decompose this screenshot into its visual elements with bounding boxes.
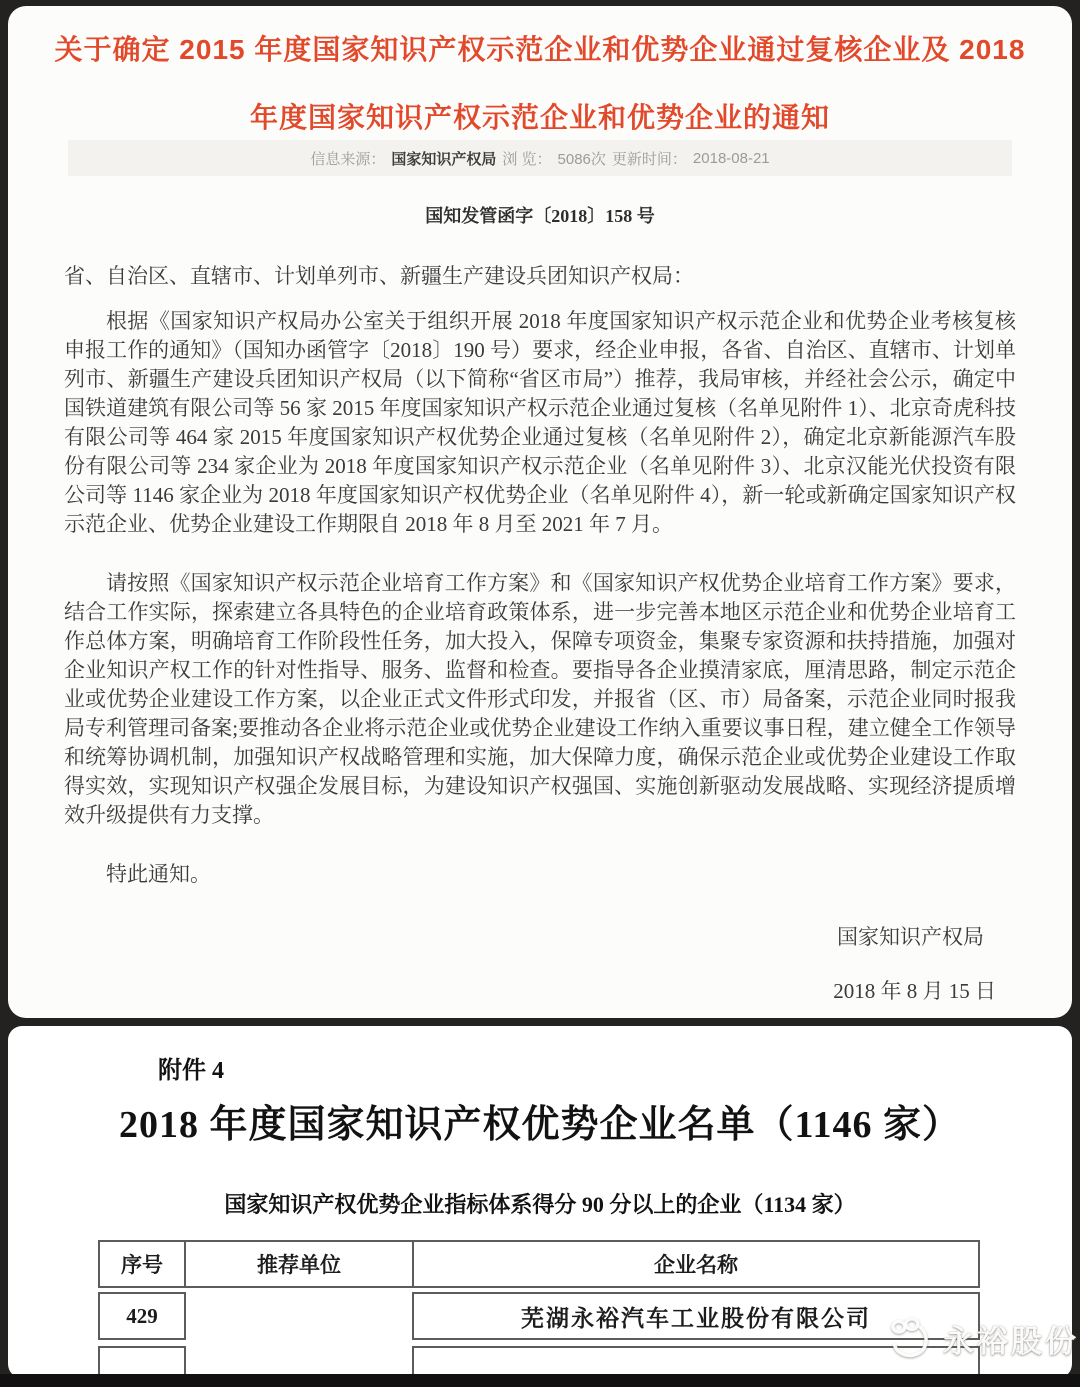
attachment-subtitle: 国家知识产权优势企业指标体系得分 90 分以上的企业（1134 家） bbox=[224, 1192, 856, 1217]
meta-views-value: 5086次 bbox=[557, 150, 606, 168]
document-number: 国知发管函字〔2018〕158 号 bbox=[425, 206, 655, 226]
signature-date: 2018 年 8 月 15 日 bbox=[833, 979, 996, 1003]
table-header-recommender: 推荐单位 bbox=[184, 1240, 414, 1288]
notice-card bbox=[8, 6, 1072, 1018]
meta-updated-label: 更新时间： bbox=[611, 150, 687, 168]
attachment-title: 2018 年度国家知识产权优势企业名单（1146 家） bbox=[119, 1104, 961, 1146]
notice-title-line-1: 关于确定 2015 年度国家知识产权示范企业和优势企业通过复核企业及 2018 bbox=[54, 34, 1026, 65]
notice-title-line-2: 年度国家知识产权示范企业和优势企业的通知 bbox=[249, 102, 830, 133]
notice-paragraph-2: 请按照《国家知识产权示范企业培育工作方案》和《国家知识产权优势企业培育工作方案》要求，结合工作实际，探索建立各具特色的企业培育政策体系，进一步完善本地区示范企业和优势企业培育工作总体方案，明确培育工作阶段性任务，加大投入，保障专项资金，集聚专家资源和扶持措施，加强对企业知识产权工作的针对性指导、服务、监督和检查。要指导各企业摸清家底，厘清思路，制定示范企业或优势企业建设工作方案，以企业正式文件形式印发，并报省（区、市）局备案，示范企业同时报我局专利管理司备案;要推动各企业将示范企业或优势企业建设工作纳入重要议事日程，建立健全工作领导和统筹协调机制，加强知识产权战略管理和实施，加大保障力度，确保示范企业或优势企业建设工作取得实效，实现知识产权强企发展目标，为建设知识产权强国、实施创新驱动发展战略、实现经济提质增效升级提供有力支撑。 bbox=[64, 571, 1016, 827]
meta-source-value: 国家知识产权局 bbox=[391, 150, 497, 168]
signature-organization: 国家知识产权局 bbox=[837, 925, 984, 949]
meta-source-label: 信息来源： bbox=[310, 150, 386, 168]
enterprise-table bbox=[98, 1240, 980, 1378]
meta-updated-value: 2018-08-21 bbox=[692, 149, 770, 167]
yongyu-logo-icon bbox=[885, 1312, 937, 1364]
watermark-text: 永裕股份 bbox=[943, 1323, 1079, 1359]
table-row-429-company: 芜湖永裕汽车工业股份有限公司 bbox=[412, 1292, 980, 1340]
attachment-label: 附件 4 bbox=[158, 1058, 224, 1084]
watermark bbox=[885, 1312, 1079, 1364]
meta-views-label: 浏 览： bbox=[502, 150, 552, 168]
bottom-border-bar bbox=[0, 1374, 1080, 1387]
salutation: 省、自治区、直辖市、计划单列市、新疆生产建设兵团知识产权局： bbox=[64, 264, 694, 288]
table-row-429-no: 429 bbox=[98, 1292, 186, 1340]
closing-note: 特此通知。 bbox=[106, 862, 211, 886]
meta-strip bbox=[68, 140, 1012, 176]
notice-paragraph-1: 根据《国家知识产权局办公室关于组织开展 2018 年度国家知识产权示范企业和优势企业考核复核申报工作的通知》（国知办函管字〔2018〕190 号）要求，经企业申报，各省、自治区、直辖市、计划单列市、新疆生产建设兵团知识产权局（以下简称“省区市局”）推荐，我局审核，并经社会公示，确定中国铁道建筑有限公司等 56 家 2015 年度国家知识产权示范企业通过复核（名单见附件 1）、北京奇虎科技有限公司等 464 家 2015 年度国家知识产权优势企业通过复核（名单见附件 2），确定北京新能源汽车股份有限公司等 234 家企业为 2018 年度国家知识产权示范企业（名单见附件 3）、北京汉能光伏投资有限公司等 1146 家企业为 2018 年度国家知识产权优势企业（名单见附件 4），新一轮或新确定国家知识产权示范企业、优势企业建设工作期限自 2018 年 8 月至 2021 年 7 月。 bbox=[64, 309, 1016, 536]
table-header-no: 序号 bbox=[98, 1240, 186, 1288]
table-header-company: 企业名称 bbox=[412, 1240, 980, 1288]
